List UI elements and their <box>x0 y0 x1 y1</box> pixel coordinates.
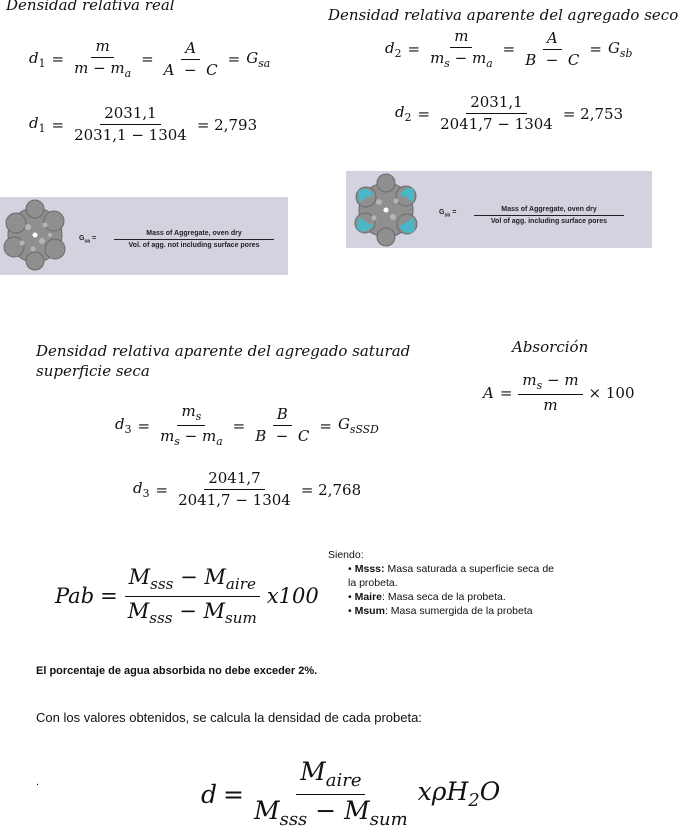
aggregate-figure-gsb <box>346 171 652 248</box>
pab-symbol: Pab <box>55 584 95 609</box>
M-num: M <box>300 757 326 786</box>
gsa-sub: sa <box>84 238 91 245</box>
sub-sss2: sss <box>149 608 173 627</box>
sub-2: 2 <box>394 46 402 60</box>
legend-item-maire <box>328 590 554 604</box>
d-symbol: d <box>201 779 218 809</box>
pab-legend <box>328 548 554 618</box>
M-den: M <box>127 598 150 623</box>
aggregate-particle-icon <box>0 197 72 275</box>
legend-term: Msum <box>354 605 385 617</box>
m-num: m <box>450 28 472 48</box>
gsa-label: $G_{sa}$ = <box>79 235 97 245</box>
real-formula: $d_1$ = $\frac{m}{m - m_a}$ = $\frac{A}{A - C}$ = $G_{sa}$ <box>29 37 271 81</box>
m-den: m <box>74 59 89 78</box>
sub-s2: s <box>174 435 180 449</box>
times-100: × 100 <box>588 384 635 403</box>
M-den: M <box>253 795 280 825</box>
legend-term: Msss: <box>354 563 385 575</box>
m-num: m <box>91 38 113 58</box>
gsb-label: $G_{sb}$ = <box>439 209 457 219</box>
intro-text: Con los valores obtenidos, se calcula la densidad de cada probeta: <box>36 710 422 725</box>
d-symbol: d <box>29 48 39 67</box>
m-den: m <box>160 427 175 446</box>
m-num2: m <box>564 371 579 389</box>
sub-sa: sa <box>258 56 271 70</box>
sub-sss: sss <box>279 808 308 830</box>
m-num: m <box>181 402 196 420</box>
aggregate-figure-gsa <box>0 197 288 275</box>
d-symbol: d <box>395 103 405 122</box>
sss-calc: $d_3$ = $\frac{2041,7}{2041,7 - 1304}$ = 2,768 <box>133 469 362 510</box>
sub-s: s <box>444 57 450 71</box>
gsa-num: Mass of Aggregate, oven dry <box>114 230 274 240</box>
gsb-sub: sb <box>444 212 451 219</box>
sub-a: a <box>124 67 132 81</box>
A-symbol: A <box>483 384 494 403</box>
M-den2: M <box>203 598 226 623</box>
legend-desc: : Masa seca de la probeta. <box>382 591 506 603</box>
gsa-den: Vol. of agg. not including surface pores <box>128 242 260 249</box>
sub-sb: sb <box>619 46 633 60</box>
d-symbol: d <box>115 415 125 434</box>
A-num: A <box>181 40 200 60</box>
C-den: C <box>206 60 218 79</box>
absorcion-title: Absorción <box>512 338 589 356</box>
sub-2: 2 <box>404 111 412 125</box>
sub-sum: sum <box>369 808 408 830</box>
calc-num: 2031,1 <box>466 94 527 114</box>
M-num2: M <box>204 565 226 589</box>
m-den: m <box>543 396 558 415</box>
gsb-den: Vol of agg. including surface pores <box>490 218 608 225</box>
gsb-fraction <box>474 206 624 225</box>
sss-title-line1: Densidad relativa aparente del agregado saturad <box>36 342 411 360</box>
bullet-icon: • <box>348 563 355 575</box>
siendo-label: Siendo: <box>328 549 364 561</box>
C-den: C <box>567 50 580 69</box>
real-calc: $d_1$ = $\frac{2031,1}{2031,1 - 1304}$ = 2,793 <box>29 104 258 145</box>
legend-item-msss <box>328 562 554 590</box>
sub-a: a <box>486 57 493 71</box>
m-num: m <box>522 371 537 389</box>
m-den: m <box>430 49 445 68</box>
legend-term: Maire <box>354 591 383 603</box>
B-den: B <box>255 427 267 446</box>
m-den2: m <box>110 59 125 78</box>
bullet-icon: • <box>348 605 355 617</box>
d-symbol: d <box>29 114 39 133</box>
G-symbol: G <box>607 38 620 57</box>
gsa-fraction <box>114 230 274 249</box>
d-symbol: d <box>133 479 143 498</box>
A-num: A <box>543 30 562 50</box>
seco-formula: $d_2$ = $\frac{m}{m_s - m_a}$ = $\frac{A}{B - C}$ = $G_{sb}$ <box>385 27 633 71</box>
m-den2: m <box>201 427 217 446</box>
G-symbol: G <box>246 48 259 67</box>
x-rho-h: xρH <box>417 777 469 807</box>
sub-3: 3 <box>124 423 132 437</box>
sub-aire: aire <box>325 770 362 791</box>
calc-result: = 2,793 <box>196 115 258 134</box>
A-den: A <box>163 60 175 79</box>
M-num: M <box>128 565 151 589</box>
sss-title <box>36 341 410 381</box>
sub-1: 1 <box>38 56 46 70</box>
legend-desc: : Masa sumergida de la probeta <box>384 605 533 617</box>
seco-title: Densidad relativa aparente del agregado seco <box>328 6 679 24</box>
calc-den: 2041,7 − 1304 <box>178 491 291 510</box>
B-num: B <box>273 406 292 426</box>
sub-sum: sum <box>225 608 257 627</box>
sub-aire: aire <box>225 575 256 594</box>
calc-den: 2031,1 − 1304 <box>74 126 187 145</box>
legend-desc: Masa saturada a superficie seca de la probeta. <box>348 563 554 589</box>
calc-num: 2031,1 <box>100 105 161 125</box>
seco-calc: $d_2$ = $\frac{2031,1}{2041,7 - 1304}$ = 2,753 <box>395 93 624 134</box>
aggregate-particle-pores-icon <box>348 171 424 248</box>
calc-result: = 2,753 <box>562 104 624 123</box>
absorption-limit-note: El porcentaje de agua absorbida no debe exceder 2%. <box>36 665 318 677</box>
sub-s: s <box>536 379 543 392</box>
B-den: B <box>525 50 537 69</box>
gsb-num: Mass of Aggregate, oven dry <box>474 206 624 216</box>
sss-title-line2: superficie seca <box>36 362 150 380</box>
m-den2: m <box>471 49 487 68</box>
G-symbol: G <box>337 415 350 434</box>
density-formula: d = $\frac{M_{aire}}{M_{sss} - M_{sum}}$ xρH$_2$O <box>201 757 501 830</box>
sss-formula: $d_3$ = $\frac{m_s}{m_s - m_a}$ = $\frac{B}{B - C}$ = $G_{sSSD}$ <box>115 402 379 449</box>
sub-1: 1 <box>38 122 46 136</box>
absorcion-formula: A = $\frac{m_s - m}{m}$ × 100 <box>483 371 635 415</box>
sub-sss: sss <box>150 575 174 594</box>
times-100: x100 <box>266 584 319 609</box>
pab-formula: Pab = $\frac{M_{sss} - M_{aire}}{M_{sss} - M_{sum}}$ x100 <box>55 565 319 627</box>
C-den: C <box>297 427 310 446</box>
sub-a: a <box>216 435 223 449</box>
sub-2: 2 <box>468 790 480 812</box>
gsa-G: G <box>79 235 85 242</box>
sub-3: 3 <box>142 487 150 501</box>
o-symbol: O <box>479 777 501 807</box>
sub-s: s <box>195 410 202 423</box>
stray-dot: . <box>36 776 40 788</box>
d-symbol: d <box>385 38 395 57</box>
calc-den: 2041,7 − 1304 <box>440 115 553 134</box>
legend-item-msum <box>328 604 554 618</box>
calc-num: 2041,7 <box>204 470 265 490</box>
sub-sSSD: sSSD <box>349 423 379 437</box>
gsb-G: G <box>439 209 445 216</box>
real-title: Densidad relativa real <box>6 0 175 14</box>
calc-result: = 2,768 <box>300 480 362 499</box>
bullet-icon: • <box>348 591 355 603</box>
M-den2: M <box>344 795 370 825</box>
